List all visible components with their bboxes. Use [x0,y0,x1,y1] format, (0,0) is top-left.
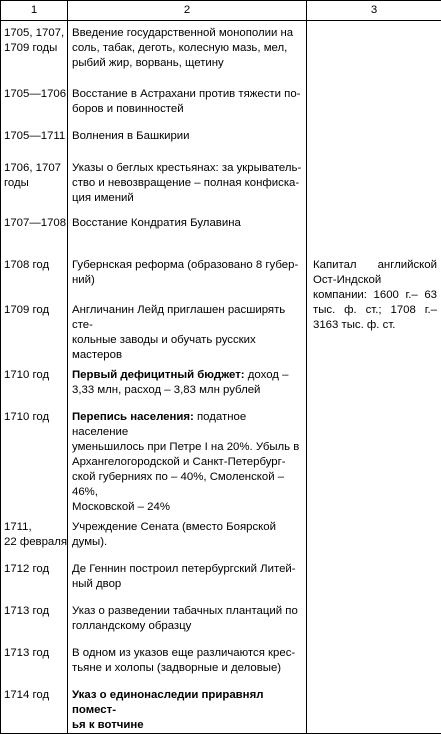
table-row [1,515,441,557]
row-event: Указы о беглых крестьянах: за укрыватель- ство и невозвращение – полная конфиска- ция имений [68,156,307,211]
row-year: 1706, 1707 годы [1,156,68,211]
table-row [1,599,441,641]
table-row [1,124,441,156]
row-note: Капитал английской Ост-Индской компании: 1600 г.– 63 тыс. ф. ст.; 1708 г.– 3163 тыс. ф. ст. [307,253,441,363]
row-event: Восстание в Астрахани против тяжести по- боров и повинностей [68,82,307,124]
row-note-empty [307,515,441,557]
row-year: 1707—1708 [1,211,68,253]
row-event: Введение государственной монополии на соль, табак, деготь, колесную мазь, мел, рыбий жир, ворвань, щетину [68,21,307,82]
row-event [68,363,307,405]
row-note-empty [307,683,441,734]
row-year: 1711, 22 февраля [1,515,68,557]
row-year: 1714 год [1,683,68,734]
column-header-2: 2 [68,1,307,21]
table-row [1,363,441,405]
row-event: Восстание Кондратия Булавина [68,211,307,253]
row-note-empty [307,21,441,82]
column-header-3: 3 [307,1,441,21]
column-header-1: 1 [1,1,68,21]
row-note-empty [307,405,441,515]
row-year: 1710 год [1,363,68,405]
row-note-empty [307,124,441,156]
row-year: 1705—1706 [1,82,68,124]
row-year: 1710 год [1,405,68,515]
row-event-text: доход – 3,33 млн, расход – 3,83 млн рублей [72,369,288,396]
row-event-bold: Первый дефицитный бюджет: [72,369,245,381]
row-event: Указ о разведении табачных плантаций по голландскому образцу [68,599,307,641]
row-year: 1713 год [1,599,68,641]
table-row [1,683,441,734]
row-event: В одном из указов еще различаются крес- тьяне и холопы (задворные и деловые) [68,641,307,683]
row-event [68,405,307,515]
table-row [1,253,441,298]
row-year: 1709 год [1,298,68,363]
row-event: Англичанин Лейд приглашен расширять сте- кольные заводы и обучать русских мастеров [68,298,307,363]
row-year: 1713 год [1,641,68,683]
row-note-empty [307,557,441,599]
table-row [1,211,441,253]
row-note-empty [307,599,441,641]
row-note-empty [307,641,441,683]
row-event-text: податное население уменьшилось при Петре I на 20%. Убыль в Архангелогородской и Санкт-Петербург- ской губерниях по – 40%, Смоленской – 46%, Московской – 24% [72,411,299,513]
row-event [68,683,307,734]
row-note-empty [307,363,441,405]
table-row [1,82,441,124]
row-year: 1705—1711 [1,124,68,156]
table-row [1,405,441,515]
row-event: Учреждение Сената (вместо Боярской думы). [68,515,307,557]
row-note-empty [307,82,441,124]
row-event-bold: Перепись населения: [72,411,194,423]
table-row [1,21,441,82]
row-event: Де Геннин построил петербургский Литей- ный двор [68,557,307,599]
row-note-empty [307,211,441,253]
row-year: 1712 год [1,557,68,599]
row-event-bold: Указ о единонаследии приравнял помест- ья к вотчине [72,689,263,731]
row-year: 1705, 1707, 1709 годы [1,21,68,82]
table-row [1,156,441,211]
row-event: Губернская реформа (образовано 8 губер- ний) [68,253,307,298]
row-note-empty [307,156,441,211]
row-year: 1708 год [1,253,68,298]
table-row [1,641,441,683]
table-header-row [1,1,441,21]
table-row [1,557,441,599]
row-event: Волнения в Башкирии [68,124,307,156]
